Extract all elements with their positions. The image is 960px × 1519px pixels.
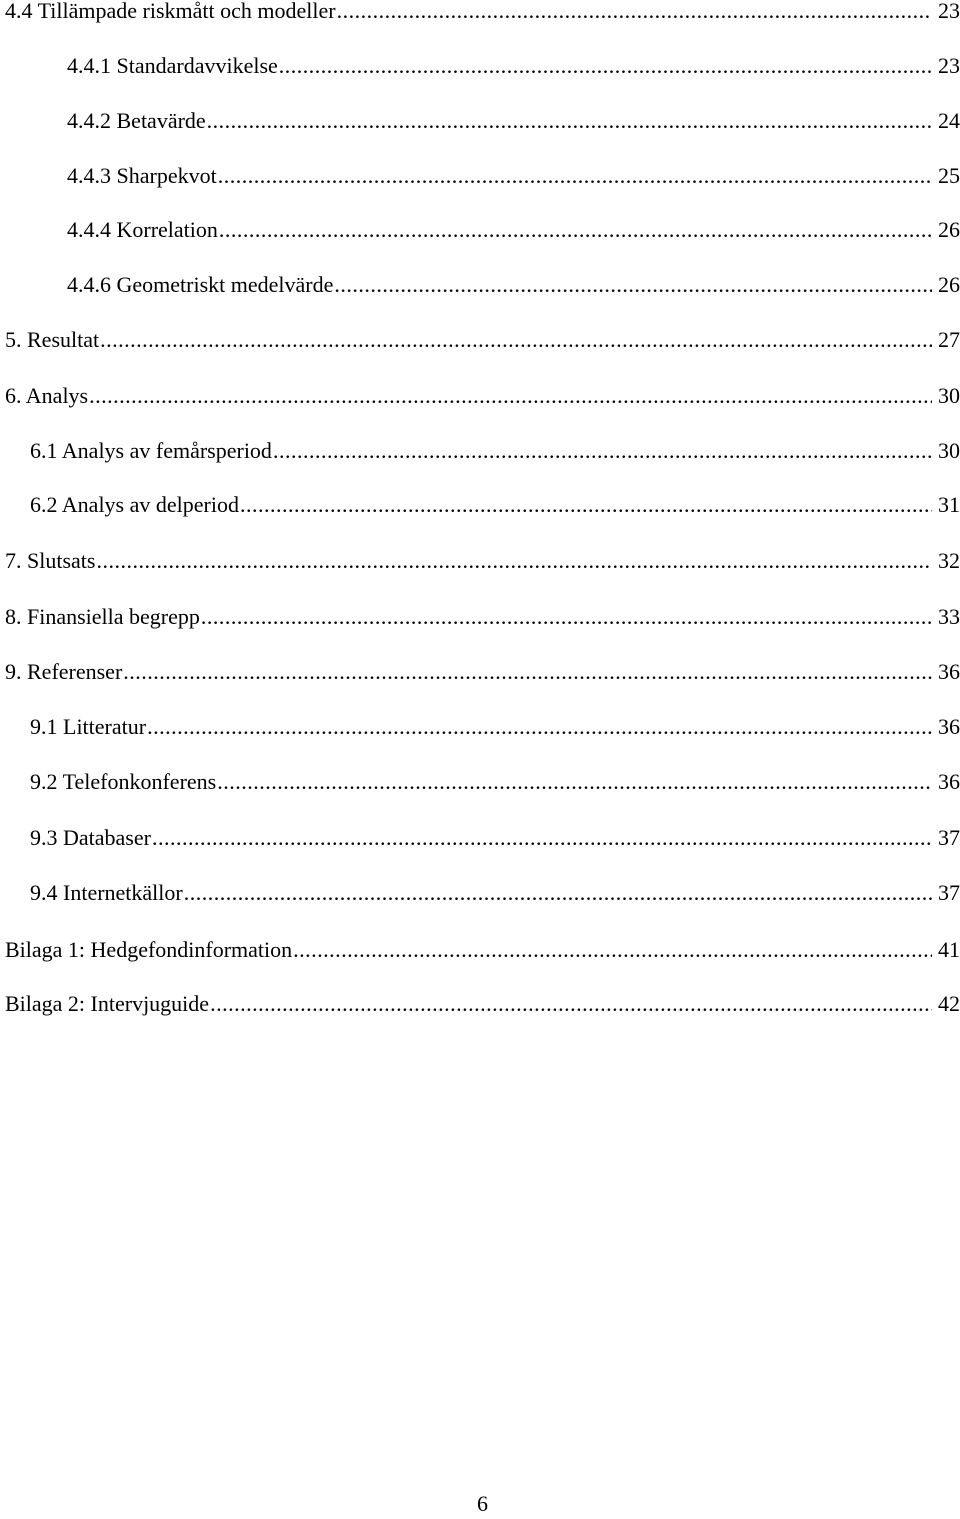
toc-entry-6 (5, 381, 960, 411)
toc-entry-page: 25 (938, 163, 960, 188)
toc-entry-title: 6.2 Analys av delperiod (30, 492, 239, 517)
toc-entry-9-3 (30, 823, 960, 853)
toc-leader-dots (147, 712, 932, 742)
toc-entry-title: 8. Finansiella begrepp (5, 604, 200, 629)
toc-leader-dots (207, 106, 932, 136)
toc-leader-dots (273, 436, 932, 466)
toc-entry-9-2 (30, 767, 960, 797)
toc-entry-8 (5, 602, 960, 632)
toc-entry-title: 5. Resultat (5, 327, 100, 352)
toc-entry-title: Bilaga 2: Intervjuguide (5, 991, 210, 1016)
toc-entry-title: 9.1 Litteratur (30, 714, 147, 739)
toc-entry-page: 36 (938, 769, 960, 794)
toc-entry-6-2 (30, 490, 960, 520)
toc-entry-4-4 (5, 0, 960, 26)
toc-entry-page: 36 (938, 659, 960, 684)
toc-leader-dots (201, 602, 932, 632)
toc-entry-title: 4.4.2 Betavärde (67, 108, 206, 133)
toc-entry-page: 37 (938, 880, 960, 905)
toc-entry-title: 7. Slutsats (5, 548, 96, 573)
toc-entry-page: 33 (938, 604, 960, 629)
toc-entry-page: 23 (938, 0, 960, 23)
toc-entry-9-4 (30, 878, 960, 908)
toc-leader-dots (279, 51, 932, 81)
toc-leader-dots (100, 325, 932, 355)
toc-entry-9 (5, 657, 960, 687)
toc-entry-4-4-6 (67, 270, 960, 300)
toc-entry-page: 23 (938, 53, 960, 78)
toc-entry-page: 27 (938, 327, 960, 352)
toc-entry-title: 9. Referenser (5, 659, 123, 684)
toc-entry-title: 9.4 Internetkällor (30, 880, 183, 905)
toc-entry-page: 37 (938, 825, 960, 850)
toc-entry-title: Bilaga 1: Hedgefondinformation (5, 937, 293, 962)
toc-entry-4-4-3 (67, 161, 960, 191)
toc-entry-title: 4.4 Tillämpade riskmått och modeller (5, 0, 336, 23)
toc-entry-4-4-2 (67, 106, 960, 136)
toc-entry-title: 6. Analys (5, 383, 89, 408)
toc-entry-title: 4.4.3 Sharpekvot (67, 163, 217, 188)
toc-entry-6-1 (30, 436, 960, 466)
toc-entry-page: 24 (938, 108, 960, 133)
toc-entry-bilaga-1 (5, 935, 960, 965)
toc-leader-dots (184, 878, 932, 908)
toc-entry-page: 36 (938, 714, 960, 739)
toc-entry-title: 4.4.1 Standardavvikelse (67, 53, 278, 78)
toc-leader-dots (334, 270, 932, 300)
toc-entry-9-1 (30, 712, 960, 742)
toc-leader-dots (96, 546, 932, 576)
toc-entry-title: 4.4.6 Geometriskt medelvärde (67, 272, 334, 297)
toc-entry-bilaga-2 (5, 989, 960, 1019)
toc-entry-page: 26 (938, 217, 960, 242)
page-number: 6 (477, 1491, 488, 1516)
toc-entry-page: 30 (938, 438, 960, 463)
toc-leader-dots (219, 215, 932, 245)
toc-entry-7 (5, 546, 960, 576)
toc-leader-dots (293, 935, 932, 965)
toc-entry-4-4-1 (67, 51, 960, 81)
toc-entry-page: 30 (938, 383, 960, 408)
toc-leader-dots (210, 989, 932, 1019)
toc-entry-page: 26 (938, 272, 960, 297)
toc-leader-dots (218, 161, 932, 191)
toc-leader-dots (217, 767, 932, 797)
toc-entry-page: 31 (938, 492, 960, 517)
toc-leader-dots (123, 657, 932, 687)
toc-entry-5 (5, 325, 960, 355)
toc-leader-dots (337, 0, 932, 26)
toc-leader-dots (89, 381, 932, 411)
toc-leader-dots (152, 823, 932, 853)
toc-entry-title: 6.1 Analys av femårsperiod (30, 438, 272, 463)
toc-entry-page: 42 (938, 991, 960, 1016)
toc-entry-title: 9.3 Databaser (30, 825, 151, 850)
toc-entry-page: 32 (938, 548, 960, 573)
toc-entry-4-4-4 (67, 215, 960, 245)
toc-entry-title: 9.2 Telefonkonferens (30, 769, 217, 794)
toc-leader-dots (240, 490, 932, 520)
toc-entry-page: 41 (938, 937, 960, 962)
toc-entry-title: 4.4.4 Korrelation (67, 217, 218, 242)
